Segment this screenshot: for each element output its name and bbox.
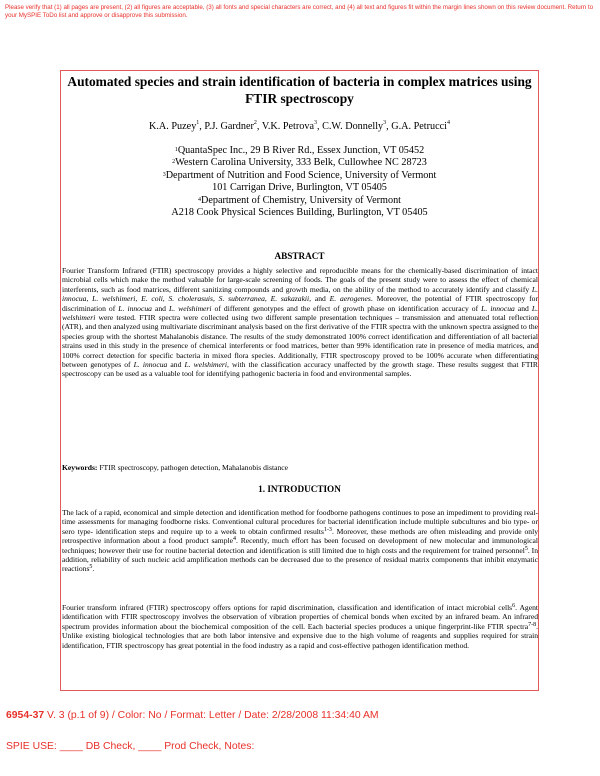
keywords-label: Keywords:: [62, 463, 98, 472]
affiliation-3: $^3$Department of Nutrition and Food Science, University of Vermont: [162, 169, 437, 181]
paper-title: Automated species and strain identification of bacteria in complex matrices using FTIR spectroscopy: [67, 74, 532, 106]
introduction-heading: 1. INTRODUCTION: [258, 484, 341, 494]
affiliations: [62, 145, 537, 219]
manuscript-id: 6954-37: [6, 710, 45, 721]
abstract-heading: ABSTRACT: [274, 251, 325, 261]
author-name: P.J. Gardner: [204, 121, 254, 132]
author-name: K.A. Puzey: [149, 121, 197, 132]
intro-paragraph-1: The lack of a rapid, economical and simple detection and identification method for foodborne pathogens continues to pose an impediment to providing real-time assessments for managing foodborne risks. Conventional cultural procedures for bacterial identification include multiple subcultures and bio type- or sero type- identification steps and require up to a week to obtain confirmed results$^{1-3}$. Moreover, these methods are often misleading and provide only retrospective information about a food product sample$^4$. Recently, much effort has been focused on development of new molecular and immunological techniques; however their use for routine bacterial detection and identification is still limited due to high costs and the requirement for trained personnel$^5$. In addition, reliability of such nucleic acid amplification methods can be decreased due to the presence of residual matrix components that inhibit enzymatic reactions$^5$.: [62, 508, 539, 574]
author-affil-marker: 1: [196, 120, 200, 126]
review-notice: Please verify that (1) all pages are present, (2) all figures are acceptable, (3) all fonts and special characters are correct, and (4) all text and figures fit within the margin lines shown on this review document. Return to your MySPIE ToDo list and approve or disapprove this submission.: [5, 4, 594, 19]
affiliation-3-address: 101 Carrigan Drive, Burlington, VT 05405: [212, 182, 387, 194]
author-affil-marker: 3: [314, 120, 317, 126]
author-affil-marker: 3: [383, 120, 387, 126]
author-name: V.K. Petrova: [261, 121, 314, 132]
author-name: C.W. Donnelly: [322, 121, 384, 132]
affiliation-4: $^4$Department of Chemistry, University of Vermont: [197, 194, 402, 206]
affiliation-1: $^1$QuantaSpec Inc., 29 B River Rd., Essex Junction, VT 05452: [174, 145, 425, 156]
affiliation-2: $^2$Western Carolina University, 333 Belk, Cullowhee NC 28723: [172, 157, 427, 169]
keywords: [62, 463, 538, 472]
author-name: G.A. Petrucci: [391, 121, 447, 132]
abstract-body: Fourier Transform Infrared (FTIR) spectroscopy provides a highly selective and reproducible means for the chemically-based discrimination of intact microbial cells which make the method valuable for large-scale screening of foods. The goals of the present study were to assess the effect of chemical interferents, such as food matrices, different sanitizing compounds and growth media, on the ability of the method to accurately identify and classify L. innocua, L. welshimeri, E. coli, S. cholerasuis, S. subterranea, E. sakazakii, and E. aerogenes. Moreover, the potential of FTIR spectroscopy for discrimination of L. innocua and L. welshimeri of different genotypes and the effect of growth phase on identification accuracy of L. innocua and L. welshimeri were tested. FTIR spectra were collected using two different sample presentation techniques – transmission and attenuated total reflection (ATR), and then analyzed using multivariate discriminant analysis based on the first derivative of the FTIR spectra with the unknown spectra assigned to the species group with the shortest Mahalanobis distance. The results of the study demonstrated 100% correct identification and differentiation of all bacterial strains used in this study in the presence of chemical interferents or food matrices, better than 99% identification rate in presence of media matrices, and 100% correct detection for specific bacteria in mixed flora species. Additionally, FTIR spectroscopy proved to be 100% accurate when differentiating between genotypes of L. innocua and L. welshimeri, with the classification accuracy unaffected by the growth stage. These results suggest that FTIR spectroscopy can be used as a valuable tool for identifying pathogenic bacteria in food and environmental samples.: [62, 266, 538, 379]
manuscript-info: V. 3 (p.1 of 9) / Color: No / Format: Letter / Date: 2/28/2008 11:34:40 AM: [44, 710, 379, 721]
review-footer: [6, 710, 379, 721]
keywords-text: FTIR spectroscopy, pathogen detection, Mahalanobis distance: [97, 463, 289, 472]
author-affil-marker: 4: [446, 120, 450, 126]
author-affil-marker: 2: [253, 120, 257, 126]
intro-paragraph-2: Fourier transform infrared (FTIR) spectroscopy offers options for rapid discrimination, classification and identification of intact microbial cells$^6$. Agent identification with FTIR spectroscopy involves the observation of vibration properties of chemical bonds when excited by an infrared beam. An infrared spectrum provides information about the biochemical composition of the cell. Each bacterial species produces a unique fingerprint-like FTIR spectra$^{7-8}$. Unlike existing biological technologies that are both labor intensive and expensive due to the high volume of reagents and supplies required for strain identification, FTIR spectroscopy has great potential in the food industry as a rapid and cost-effective pathogen identification method.: [62, 603, 539, 650]
spie-use-line: SPIE USE: ____ DB Check, ____ Prod Check, Notes:: [6, 741, 255, 752]
affiliation-4-address: A218 Cook Physical Sciences Building, Burlington, VT 05405: [171, 207, 428, 219]
author-list: K.A. Puzey$^1$, P.J. Gardner$^2$, V.K. Petrova$^3$, C.W. Donnelly$^3$, G.A. Petrucci$^4$: [149, 120, 450, 132]
